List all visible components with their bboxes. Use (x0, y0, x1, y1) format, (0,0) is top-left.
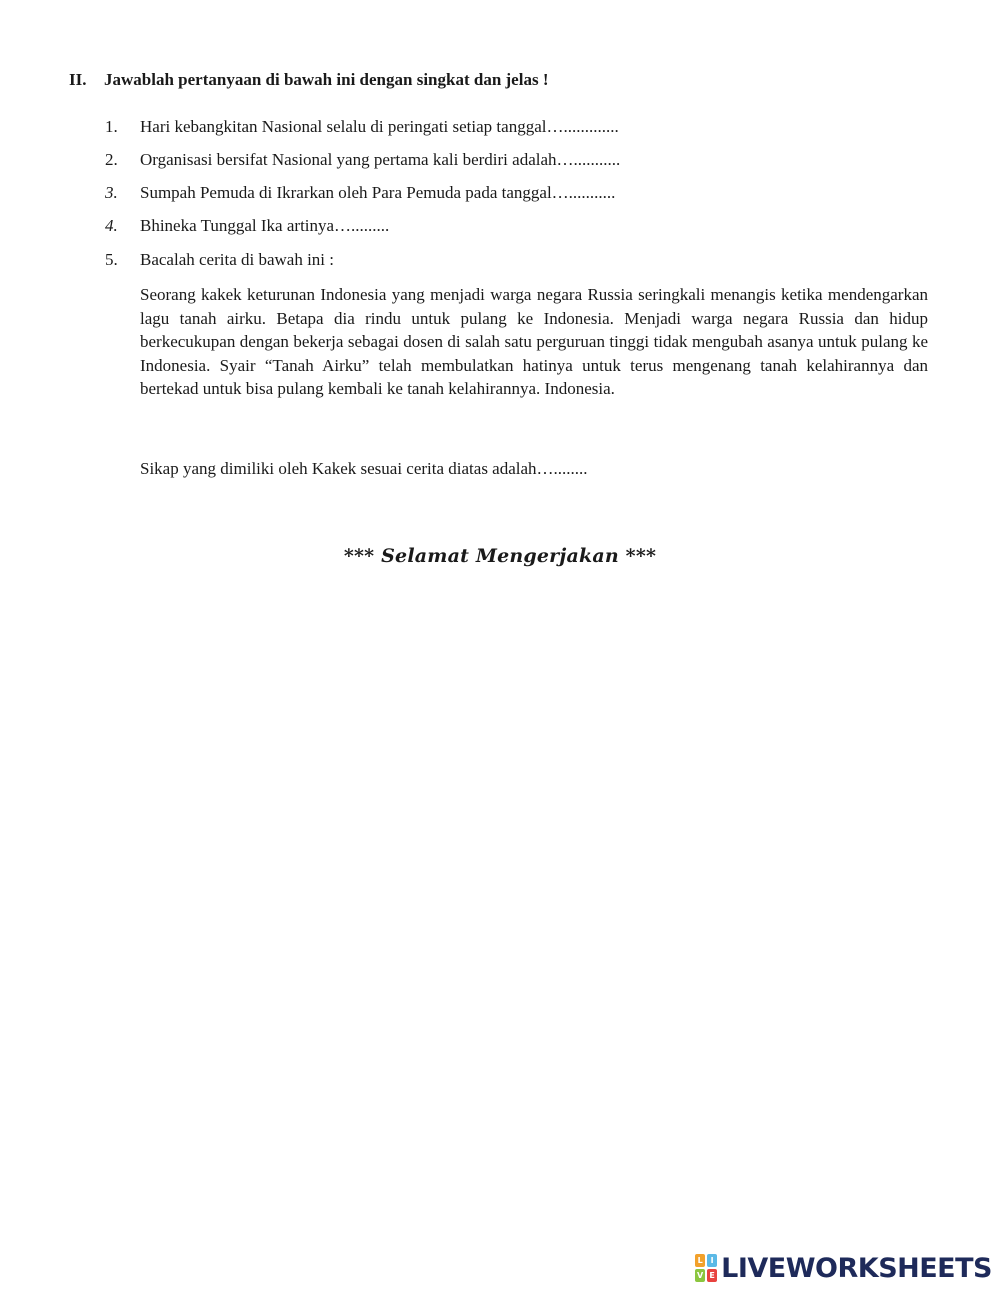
question-text: Organisasi bersifat Nasional yang pertama kali berdiri adalah…........... (140, 150, 621, 169)
question-number: 2. (105, 150, 118, 169)
question-4 (105, 216, 389, 236)
question-5-prompt: Sikap yang dimiliki oleh Kakek sesuai cerita diatas adalah…........ (140, 459, 588, 478)
section-title: Jawablah pertanyaan di bawah ini dengan singkat dan jelas ! (104, 70, 549, 89)
question-text: Bhineka Tunggal Ika artinya…......... (140, 216, 390, 235)
question-text: Hari kebangkitan Nasional selalu di peringati setiap tanggal…............. (140, 117, 619, 136)
closing-message: *** Selamat Mengerjakan *** (343, 545, 657, 567)
watermark-text: LIVEWORKSHEETS (721, 1252, 992, 1284)
section-heading (69, 70, 548, 90)
question-5 (105, 250, 334, 270)
liveworksheets-logo-icon (695, 1254, 717, 1282)
logo-letter-e: E (707, 1269, 717, 1282)
logo-letter-v: V (697, 1271, 704, 1280)
logo-letter-l: L (695, 1254, 705, 1267)
question-text: Bacalah cerita di bawah ini : (140, 250, 334, 269)
story-paragraph: Seorang kakek keturunan Indonesia yang menjadi warga negara Russia seringkali menangis ketika mendengarkan lagu tanah airku. Betapa dia rindu untuk pulang ke Indonesia. Menjadi warga negara Russia dan hidup berkecukupan dengan bekerja sebagai dosen di salah satu perguruan tinggi tidak mengubah asanya untuk pulang ke Indonesia. Syair “Tanah Airku” telah membulatkan hatinya untuk terus mengenang tanah kelahirannya dan bertekad untuk bisa pulang kembali ke tanah kelahirannya. Indonesia. (140, 285, 928, 398)
question-2 (105, 150, 620, 170)
question-number: 3. (105, 183, 118, 202)
question-3 (105, 183, 615, 203)
liveworksheets-watermark (695, 1252, 992, 1284)
logo-letter-i: I (707, 1254, 717, 1267)
question-number: 5. (105, 250, 118, 269)
question-number: 4. (105, 216, 118, 235)
question-1 (105, 117, 619, 137)
question-number: 1. (105, 117, 118, 136)
section-roman-numeral: II. (69, 70, 87, 89)
question-text: Sumpah Pemuda di Ikrarkan oleh Para Pemuda pada tanggal…........... (140, 183, 616, 202)
